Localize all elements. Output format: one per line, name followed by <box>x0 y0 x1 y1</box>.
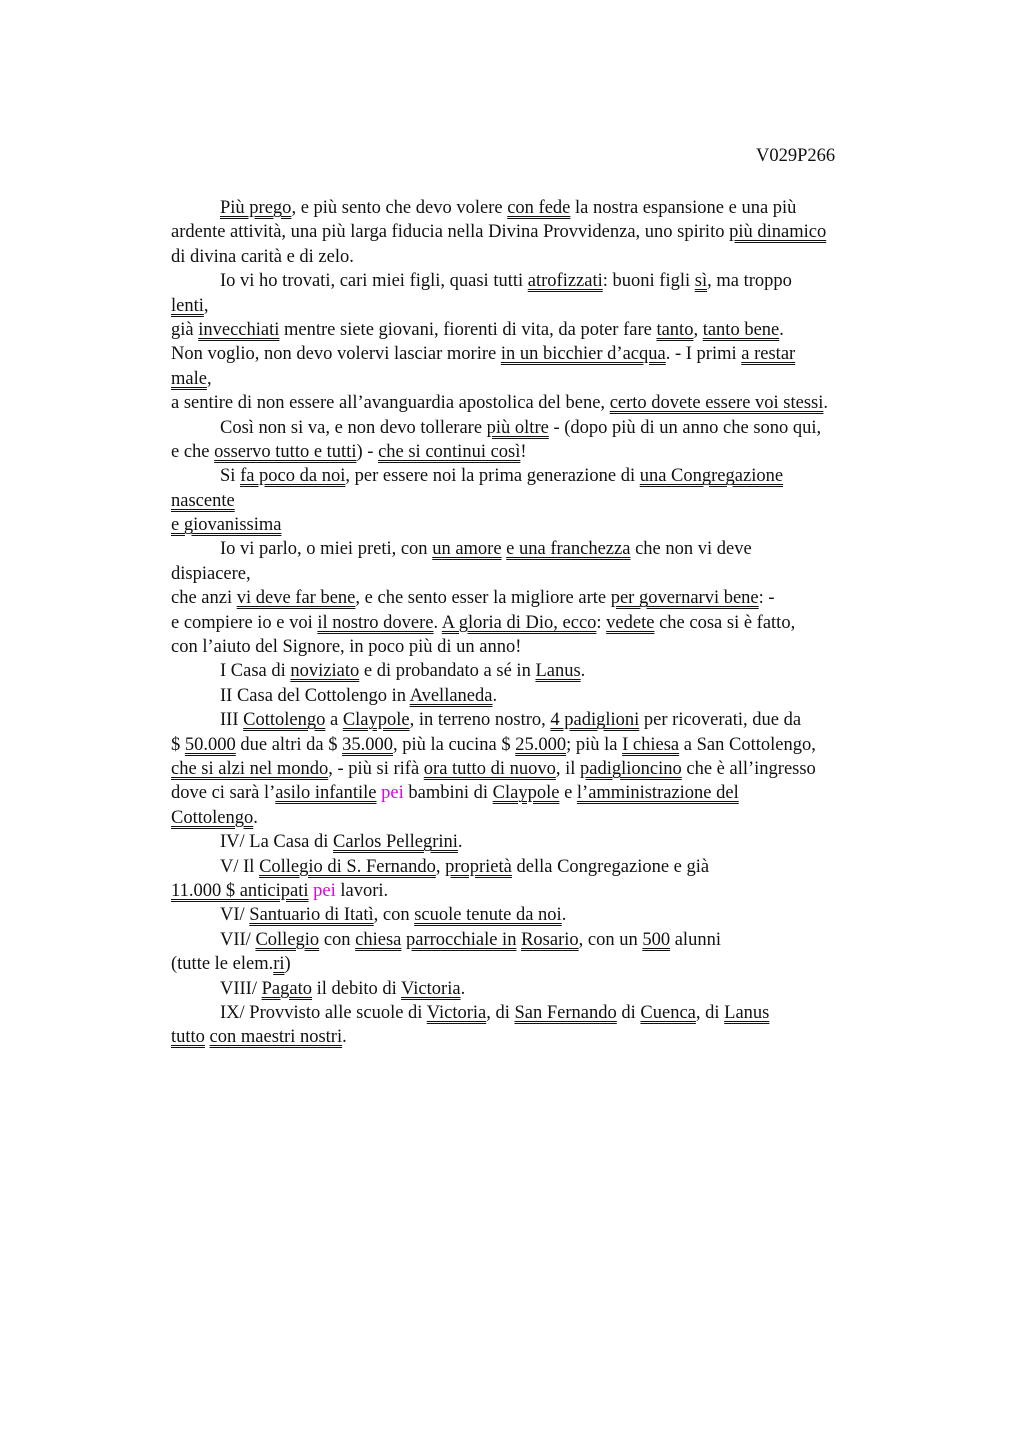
text-segment: Io vi ho trovati, cari miei figli, quasi tutti <box>220 271 528 292</box>
underlined-text: I chiesa <box>622 734 680 755</box>
underlined-text: Avellaneda <box>409 685 493 706</box>
text-line <box>171 611 911 635</box>
text-line <box>171 757 911 781</box>
underlined-text: fa poco da noi <box>240 466 346 487</box>
underlined-text: tanto <box>656 319 694 340</box>
text-segment: lavori. <box>335 880 389 901</box>
text-line <box>171 952 911 976</box>
text-line <box>171 781 911 805</box>
underlined-text: in un bicchier d’acqua <box>500 344 666 365</box>
underlined-text: Victoria <box>401 978 461 999</box>
underlined-text: 500 <box>642 929 671 950</box>
text-segment: e che <box>171 441 215 462</box>
text-segment: che anzi <box>171 588 237 609</box>
highlighted-text: pei <box>313 880 336 901</box>
underlined-text: osservo tutto e tutti <box>214 441 357 462</box>
underlined-text: Claypole <box>492 783 560 804</box>
underlined-text: Carlos Pellegrini <box>333 832 458 853</box>
text-segment: , con un <box>578 929 643 950</box>
text-segment: dove ci sarà l’ <box>171 783 276 804</box>
text-segment: che cosa si è fatto, <box>654 612 796 633</box>
underlined-text: Claypole <box>342 710 410 731</box>
page-reference: V029P266 <box>756 146 836 166</box>
text-line <box>171 635 911 659</box>
text-segment: con l’aiuto del Signore, in poco più di un anno! <box>171 637 522 658</box>
document-body <box>171 196 911 1050</box>
text-segment: ) - <box>356 441 379 462</box>
text-line <box>171 489 911 513</box>
text-line <box>171 294 911 318</box>
text-segment: che non vi deve <box>630 539 752 560</box>
text-segment: (tutte le elem. <box>171 954 274 975</box>
text-segment: , <box>693 319 703 340</box>
underlined-text: a restar <box>741 344 796 365</box>
underlined-text: Pagato <box>261 978 312 999</box>
text-segment: ; più la <box>566 734 623 755</box>
text-segment: e <box>559 783 577 804</box>
text-segment: di <box>616 1002 641 1023</box>
underlined-text: per governarvi bene <box>610 588 759 609</box>
text-line <box>171 806 911 830</box>
text-line <box>171 562 911 586</box>
text-segment: I Casa di <box>220 661 291 682</box>
underlined-text: e una franchezza <box>506 539 631 560</box>
text-segment: ardente attività, una più larga fiducia nella Divina Provvidenza, uno spirito <box>171 222 730 243</box>
underlined-text: più dinamico <box>729 222 827 243</box>
text-segment: ! <box>520 441 527 462</box>
underlined-text: asilo infantile <box>275 783 377 804</box>
text-segment: e compiere io e voi <box>171 612 318 633</box>
text-segment: , <box>203 295 209 316</box>
text-line <box>171 733 911 757</box>
text-segment: . <box>561 905 567 926</box>
underlined-text: Lanus <box>535 661 581 682</box>
underlined-text: 4 padiglioni <box>550 710 640 731</box>
text-line <box>171 416 911 440</box>
text-segment: IX/ Provvisto alle scuole di <box>220 1002 427 1023</box>
underlined-text: ora tutto di nuovo <box>423 758 556 779</box>
text-segment: Non voglio, non devo volervi lasciar morire <box>171 344 501 365</box>
text-line <box>171 830 911 854</box>
text-segment: . <box>460 978 466 999</box>
text-line <box>171 659 911 683</box>
highlighted-text: pei <box>381 783 404 804</box>
underlined-text: il nostro dovere <box>317 612 434 633</box>
text-segment: della Congregazione e già <box>511 856 710 877</box>
text-segment: il debito di <box>311 978 402 999</box>
text-segment: . <box>823 393 829 414</box>
text-segment: , in terreno nostro, <box>409 710 551 731</box>
text-segment: , <box>206 368 212 389</box>
underlined-text: padiglioncino <box>580 758 682 779</box>
text-segment: . <box>253 807 258 828</box>
text-segment: Così non si va, e non devo tollerare <box>220 417 487 438</box>
text-segment: VI/ <box>220 905 250 926</box>
underlined-text: sì <box>694 271 708 292</box>
text-segment: due altri da $ <box>235 734 343 755</box>
text-segment: Si <box>220 466 241 487</box>
text-segment: V/ Il <box>220 856 260 877</box>
underlined-text: scuole tenute da noi <box>414 905 562 926</box>
text-line <box>171 440 911 464</box>
underlined-text: Santuario di Itatì <box>249 905 374 926</box>
text-segment: : buoni figli <box>602 271 695 292</box>
underlined-text: atrofizzati <box>527 271 603 292</box>
underlined-text: che si alzi nel mondo <box>171 758 329 779</box>
text-line <box>171 220 911 244</box>
underlined-text: 11.000 $ anticipati <box>171 880 309 901</box>
text-line <box>171 879 911 903</box>
underlined-text: proprietà <box>445 856 512 877</box>
text-segment: IV/ La Casa di <box>220 832 334 853</box>
underlined-text: con fede <box>507 198 571 218</box>
underlined-text: certo dovete essere voi stessi <box>609 393 824 414</box>
underlined-text: 25.000 <box>515 734 567 755</box>
underlined-text: Più prego <box>220 198 292 218</box>
text-segment: che è all’ingresso <box>681 758 816 779</box>
text-segment: , con <box>373 905 415 926</box>
underlined-text: nascente <box>171 490 235 511</box>
text-segment: . - I primi <box>665 344 742 365</box>
underlined-text: una Congregazione <box>639 466 784 487</box>
text-segment: di divina carità e di zelo. <box>171 246 354 267</box>
text-segment: , più la cucina $ <box>392 734 516 755</box>
text-segment: , <box>435 856 446 877</box>
underlined-text: e giovanissima <box>171 515 282 536</box>
underlined-text: parrocchiale in <box>406 929 517 950</box>
text-segment: VIII/ <box>220 978 262 999</box>
text-segment: dispiacere, <box>171 563 251 584</box>
underlined-text: ri <box>273 954 285 975</box>
text-segment: , di <box>695 1002 725 1023</box>
text-segment: a San Cottolengo, <box>679 734 816 755</box>
text-segment: , - più si rifà <box>328 758 424 779</box>
text-segment: . <box>457 832 463 853</box>
text-segment: bambini di <box>403 783 493 804</box>
text-segment: II Casa del Cottolengo in <box>220 685 410 706</box>
underlined-text: più oltre <box>486 417 549 438</box>
underlined-text: noviziato <box>290 661 360 682</box>
underlined-text: Lanus <box>724 1002 770 1023</box>
underlined-text: un amore <box>432 539 502 560</box>
underlined-text: vi deve far bene <box>236 588 356 609</box>
underlined-text: con maestri nostri <box>209 1027 343 1048</box>
text-line <box>171 855 911 879</box>
text-segment: . <box>492 685 498 706</box>
text-segment: , e più sento che devo volere <box>291 198 508 218</box>
text-line <box>171 318 911 342</box>
underlined-text: Cottolengo <box>243 710 326 731</box>
text-line <box>171 1001 911 1025</box>
text-segment: alunni <box>670 929 721 950</box>
text-segment: : <box>596 612 607 633</box>
text-line <box>171 196 911 220</box>
text-segment: , ma troppo <box>707 271 792 292</box>
underlined-text: San Fernando <box>514 1002 617 1023</box>
text-segment: , di <box>486 1002 515 1023</box>
text-segment: Io vi parlo, o miei preti, con <box>220 539 433 560</box>
underlined-text: Cottolengo <box>171 807 254 828</box>
underlined-text: male <box>171 368 207 389</box>
text-line <box>171 537 911 561</box>
underlined-text: tanto bene <box>702 319 780 340</box>
text-line <box>171 367 911 391</box>
underlined-text: l’amministrazione del <box>576 783 739 804</box>
text-segment: VII/ <box>220 929 256 950</box>
text-line <box>171 977 911 1001</box>
text-line <box>171 684 911 708</box>
text-segment: e di probandato a sé in <box>359 661 536 682</box>
text-segment: la nostra espansione e una più <box>570 198 797 218</box>
text-segment: ) <box>284 954 291 975</box>
text-line <box>171 391 911 415</box>
text-segment: a sentire di non essere all’avanguardia apostolica del bene, <box>171 393 610 414</box>
underlined-text: A gloria di Dio, ecco <box>441 612 597 633</box>
text-line <box>171 1025 911 1049</box>
underlined-text: Collegio di S. Fernando <box>259 856 436 877</box>
underlined-text: invecchiati <box>198 319 280 340</box>
text-segment: a <box>325 710 343 731</box>
text-line <box>171 708 911 732</box>
underlined-text: Cuenca <box>640 1002 696 1023</box>
text-line <box>171 928 911 952</box>
text-segment: : - <box>758 588 775 609</box>
underlined-text: Rosario <box>521 929 579 950</box>
text-segment: , per essere noi la prima generazione di <box>345 466 640 487</box>
underlined-text: che si continui così <box>378 441 521 462</box>
underlined-text: chiesa <box>355 929 402 950</box>
text-segment: . <box>580 661 586 682</box>
underlined-text: 35.000 <box>342 734 393 755</box>
text-segment: $ <box>171 734 185 755</box>
text-segment: per ricoverati, due da <box>639 710 802 731</box>
text-segment: - (dopo più di un anno che sono qui, <box>548 417 822 438</box>
text-segment: . <box>779 319 784 340</box>
text-segment: III <box>220 710 244 731</box>
underlined-text: lenti <box>171 295 204 316</box>
text-line <box>171 513 911 537</box>
text-segment: con <box>319 929 356 950</box>
text-line <box>171 342 911 366</box>
text-segment: , e che sento esser la migliore arte <box>355 588 611 609</box>
underlined-text: 50.000 <box>184 734 236 755</box>
text-segment: mentre siete giovani, fiorenti di vita, da poter fare <box>279 319 657 340</box>
text-line <box>171 464 911 488</box>
underlined-text: tutto <box>171 1027 205 1048</box>
underlined-text: Collegio <box>255 929 320 950</box>
underlined-text: Victoria <box>426 1002 487 1023</box>
text-line <box>171 586 911 610</box>
text-line <box>171 245 911 269</box>
text-segment: , il <box>555 758 580 779</box>
text-line <box>171 269 911 293</box>
text-segment: già <box>171 319 199 340</box>
text-segment: . <box>433 612 442 633</box>
text-line <box>171 903 911 927</box>
underlined-text: vedete <box>606 612 655 633</box>
text-segment: . <box>342 1027 347 1048</box>
